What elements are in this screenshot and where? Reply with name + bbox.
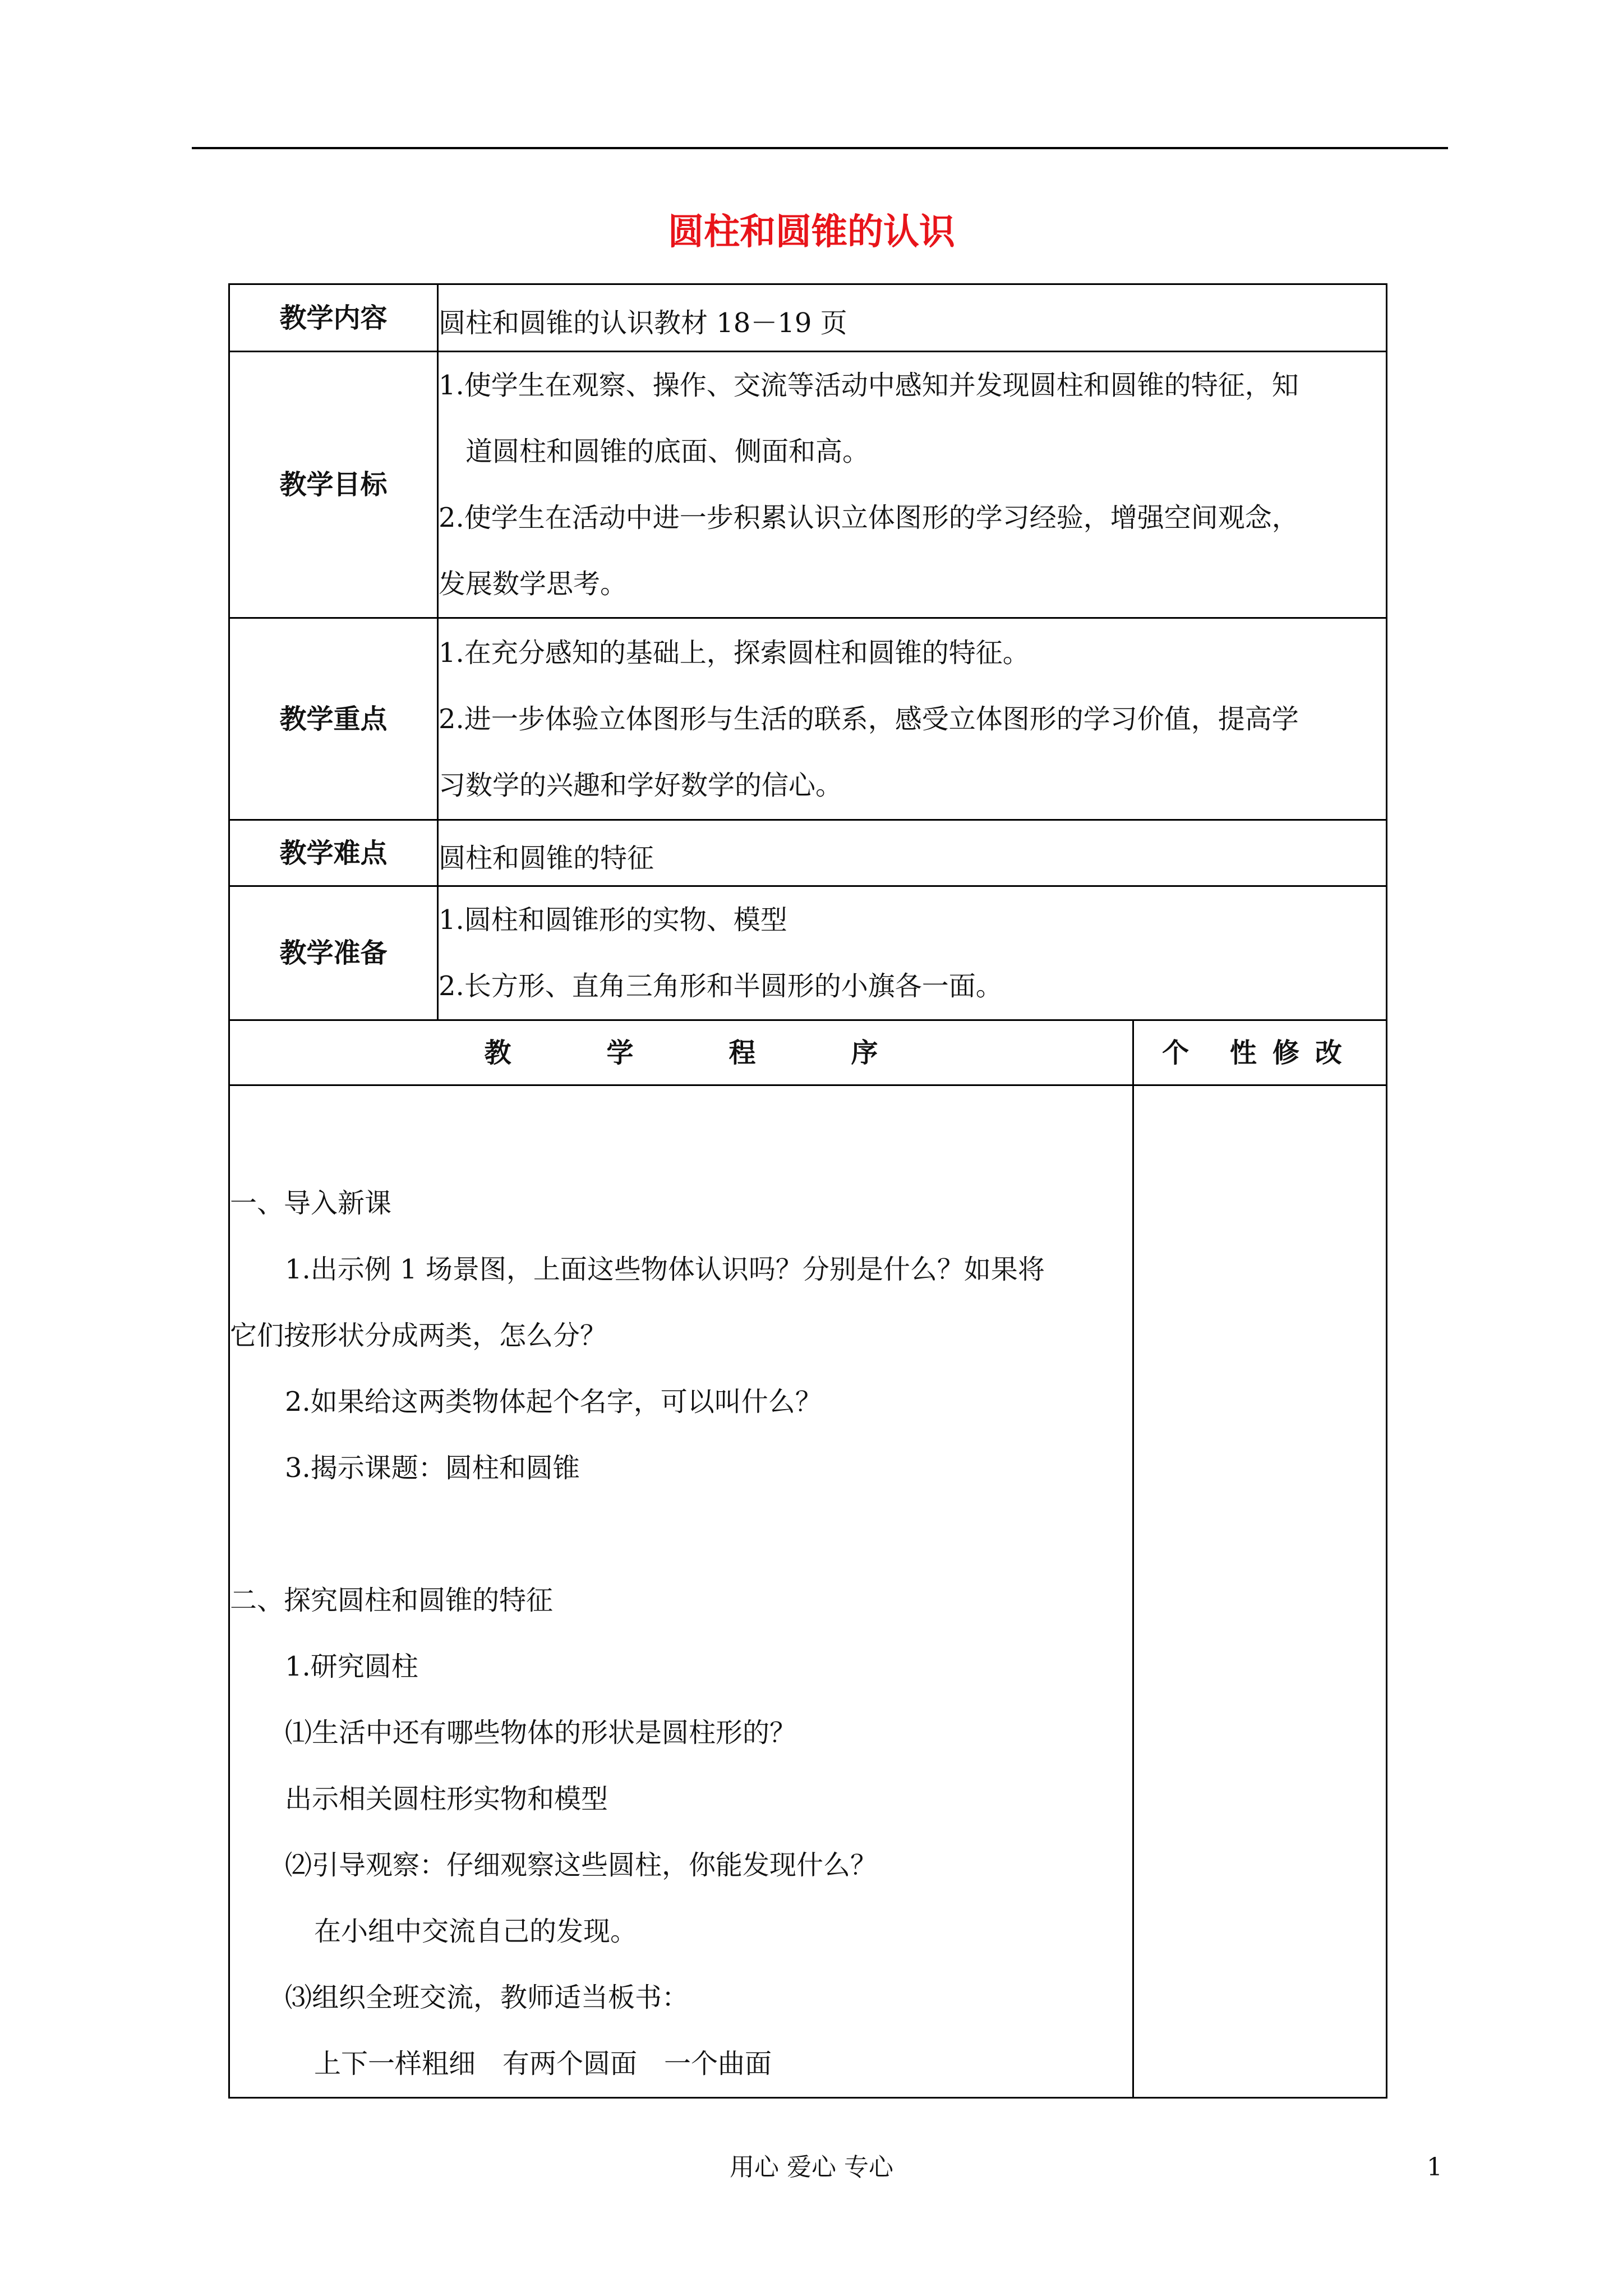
goal-line: 发展数学思考。 xyxy=(439,568,628,600)
document-title: 圆柱和圆锥的认识 xyxy=(668,211,955,253)
preparation-line: 1.圆柱和圆锥形的实物、模型 xyxy=(439,904,787,936)
goal-line: 1.使学生在观察、操作、交流等活动中感知并发现圆柱和圆锥的特征，知 xyxy=(439,370,1299,401)
label-teaching-goals: 教学目标 xyxy=(229,352,438,618)
key-point-line: 1.在充分感知的基础上，探索圆柱和圆锥的特征。 xyxy=(439,637,1030,669)
row-key-points xyxy=(229,618,1387,820)
row-preparation xyxy=(229,886,1387,1020)
label-difficulties: 教学难点 xyxy=(229,820,438,886)
procedure-line: 2.如果给这两类物体起个名字，可以叫什么？ xyxy=(285,1386,822,1418)
value-teaching-goals xyxy=(438,352,1387,618)
label-teaching-content: 教学内容 xyxy=(229,284,438,352)
value-difficulties xyxy=(438,820,1387,886)
procedure-line: 上下一样粗细 有两个圆面 一个曲面 xyxy=(314,2048,772,2079)
procedure-line: 出示相关圆柱形实物和模型 xyxy=(285,1783,608,1815)
value-preparation xyxy=(438,886,1387,1020)
personal-edit-header xyxy=(1133,1020,1387,1085)
procedure-line: ⑴生活中还有哪些物体的形状是圆柱形的？ xyxy=(285,1717,797,1749)
section-title: 一、导入新课 xyxy=(230,1188,392,1219)
procedure-line: 1.出示例 1 场景图，上面这些物体认识吗？分别是什么？如果将 xyxy=(285,1254,1045,1285)
procedure-header-label: 教学程序 xyxy=(484,1037,974,1069)
goal-line: 道圆柱和圆锥的底面、侧面和高。 xyxy=(465,436,870,467)
page-number: 1 xyxy=(1427,2153,1442,2182)
row-difficulties xyxy=(229,820,1387,886)
procedure-body xyxy=(229,1085,1133,2098)
personal-edit-column xyxy=(1133,1085,1387,2098)
value-key-points xyxy=(438,618,1387,820)
header-rule xyxy=(192,147,1448,149)
procedure-header xyxy=(229,1020,1133,1085)
difficulties-text: 圆柱和圆锥的特征 xyxy=(439,842,654,874)
label-key-points: 教学重点 xyxy=(229,618,438,820)
teaching-content-text: 圆柱和圆锥的认识教材 18－19 页 xyxy=(439,307,847,339)
footer-motto: 用心 爱心 专心 xyxy=(730,2153,893,2182)
row-procedure-body xyxy=(229,1085,1387,2098)
goal-line: 2.使学生在活动中进一步积累认识立体图形的学习经验，增强空间观念， xyxy=(439,502,1299,533)
section-title: 二、探究圆柱和圆锥的特征 xyxy=(230,1585,554,1616)
personal-edit-header-label: 个 性修改 xyxy=(1162,1037,1358,1069)
procedure-line: 在小组中交流自己的发现。 xyxy=(314,1916,638,1947)
procedure-line: ⑶组织全班交流，教师适当板书： xyxy=(285,1982,689,2013)
procedure-line: 它们按形状分成两类，怎么分？ xyxy=(230,1320,607,1351)
lesson-plan-table xyxy=(228,283,1387,2099)
procedure-line: ⑵引导观察：仔细观察这些圆柱，你能发现什么？ xyxy=(285,1849,878,1881)
key-point-line: 2.进一步体验立体图形与生活的联系，感受立体图形的学习价值，提高学 xyxy=(439,703,1299,735)
preparation-line: 2.长方形、直角三角形和半圆形的小旗各一面。 xyxy=(439,970,1003,1002)
label-preparation: 教学准备 xyxy=(229,886,438,1020)
value-teaching-content xyxy=(438,284,1387,352)
row-teaching-content xyxy=(229,284,1387,352)
row-procedure-header xyxy=(229,1020,1387,1085)
procedure-line: 1.研究圆柱 xyxy=(285,1651,418,1682)
key-point-line: 习数学的兴趣和学好数学的信心。 xyxy=(439,769,843,801)
procedure-line: 3.揭示课题：圆柱和圆锥 xyxy=(285,1452,580,1484)
row-teaching-goals xyxy=(229,352,1387,618)
